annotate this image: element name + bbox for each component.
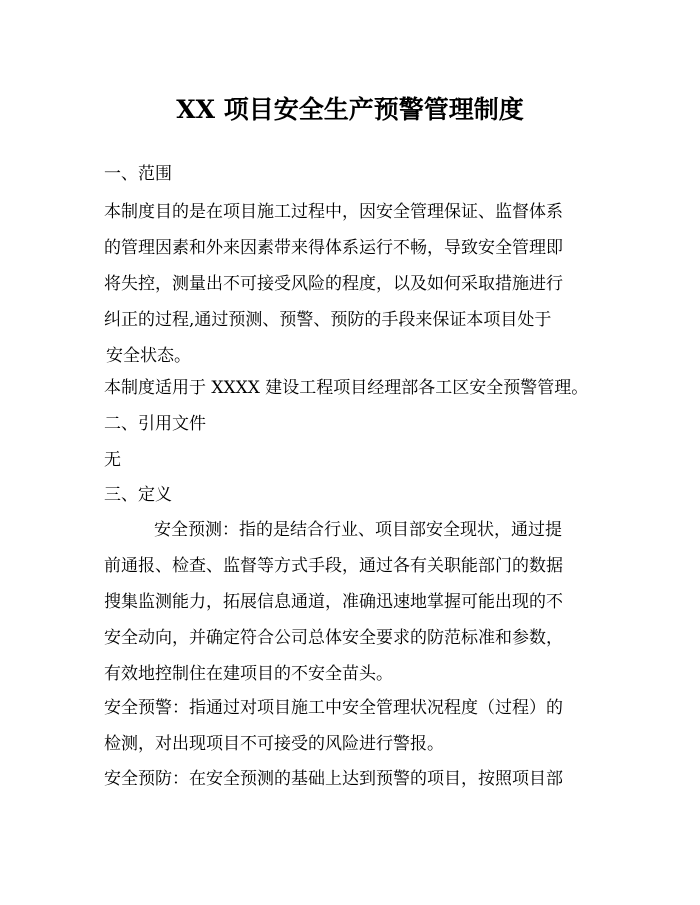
text-line: 安全状态。 — [106, 346, 191, 366]
section-heading-references: 二、引用文件 — [104, 414, 206, 434]
scope-paragraph — [104, 194, 563, 374]
definition-safety-prevention — [104, 761, 563, 797]
text-line: 将失控，测量出不可接受风险的程度，以及如何采取措施进行 — [104, 274, 563, 294]
references-body: 无 — [104, 450, 121, 470]
text-line: 本制度目的是在项目施工过程中，因安全管理保证、监督体系 — [104, 202, 563, 222]
definition-safety-prediction — [104, 512, 563, 692]
section-heading-definitions: 三、定义 — [104, 485, 172, 505]
scope-applicability-paragraph — [104, 370, 588, 406]
document-title: XX 项目安全生产预警管理制度 — [176, 95, 524, 124]
definition-safety-warning — [104, 690, 563, 762]
section-heading-scope: 一、范围 — [104, 164, 172, 184]
text-line: 安全预测：指的是结合行业、项目部安全现状，通过提 — [154, 520, 562, 540]
text-line: 有效地控制住在建项目的不安全苗头。 — [104, 664, 393, 684]
text-line: 安全动向，并确定符合公司总体安全要求的防范标准和参数， — [104, 628, 563, 648]
text-line: 安全预警：指通过对项目施工中安全管理状况程度（过程）的 — [104, 698, 563, 718]
text-line: 本制度适用于 XXXX 建设工程项目经理部各工区安全预警管理。 — [104, 378, 589, 398]
text-line: 前通报、检查、监督等方式手段，通过各有关职能部门的数据 — [104, 556, 563, 576]
text-line: 搜集监测能力，拓展信息通道，准确迅速地掌握可能出现的不 — [104, 592, 563, 612]
text-line: 检测，对出现项目不可接受的风险进行警报。 — [104, 734, 444, 754]
text-line: 的管理因素和外来因素带来得体系运行不畅，导致安全管理即 — [104, 238, 563, 258]
text-line: 纠正的过程,通过预测、预警、预防的手段来保证本项目处于 — [104, 310, 552, 330]
text-line: 安全预防：在安全预测的基础上达到预警的项目，按照项目部 — [104, 769, 563, 789]
